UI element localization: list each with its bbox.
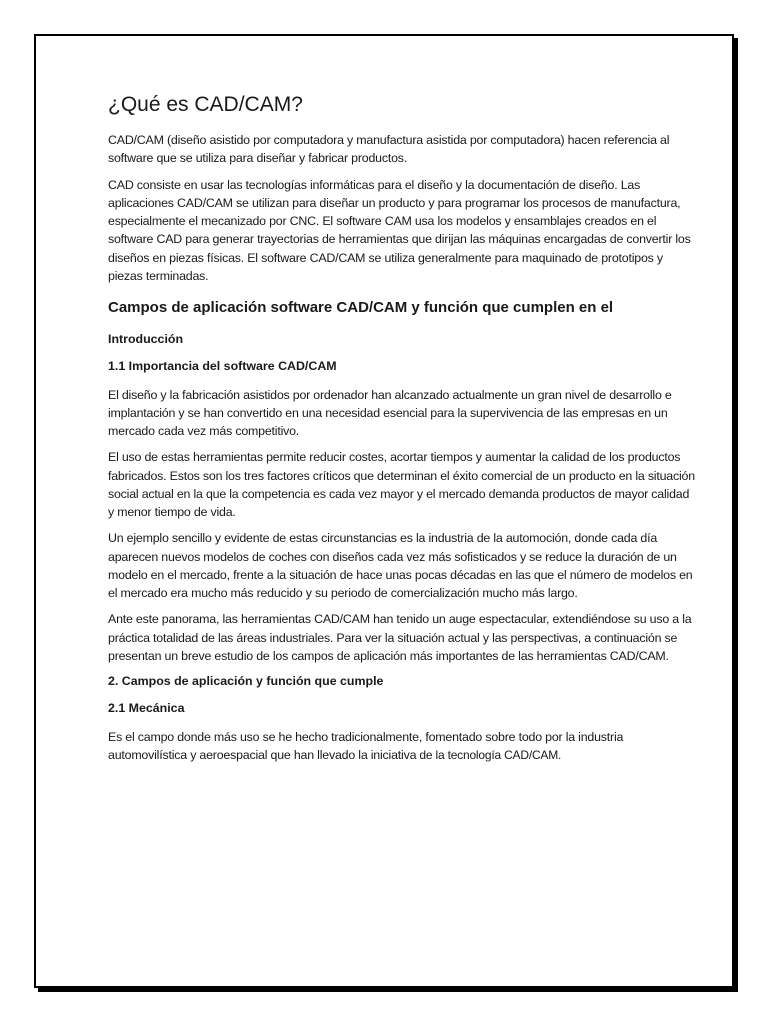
document-page bbox=[34, 34, 734, 988]
document-title: ¿Qué es CAD/CAM? bbox=[108, 93, 303, 116]
paragraph-2-1-main: Es el campo donde más uso se he hecho tradicionalmente, fomentado sobre todo por la industria automovilística y aeroespacial que han llevado la iniciativa bbox=[108, 729, 624, 763]
heading-2-1: 2.1 Mecánica bbox=[108, 701, 185, 716]
paragraph-2-1-tail: de la tecnología CAD/CAM. bbox=[416, 748, 562, 763]
section-title: Campos de aplicación software CAD/CAM y función que cumplen en el bbox=[108, 299, 614, 317]
paragraph-2-1 bbox=[108, 728, 698, 765]
heading-2: 2. Campos de aplicación y función que cumple bbox=[108, 674, 384, 689]
paragraph-1-1-b: El uso de estas herramientas permite reducir costes, acortar tiempos y aumentar la calidad de los productos fabricados. Estos son los tres factores críticos que determinan el éxito comercial de un producto en la situación social actual en la que la competencia es cada vez mayor y el mercado demanda productos de mayor calidad y menor tiempo de vida. bbox=[108, 450, 695, 520]
intro-paragraph-2: CAD consiste en usar las tecnologías informáticas para el diseño y la documentación de diseño. Las aplicaciones CAD/CAM se utilizan para diseñar un producto y para programar los procesos de manufactura, especialmente el mecanizado por CNC. El software CAM usa los modelos y ensamblajes creados en el software CAD para generar trayectorias de herramientas que dirijan las máquinas encargadas de convertir los diseños en piezas físicas. El software CAD/CAM se utiliza generalmente para maquinado de prototipos y piezas terminadas. bbox=[108, 177, 691, 283]
heading-1-1: 1.1 Importancia del software CAD/CAM bbox=[108, 359, 337, 374]
paragraph-1-1-a: El diseño y la fabricación asistidos por ordenador han alcanzado actualmente un gran nivel de desarrollo e implantación y se han convertido en una necesidad esencial para la supervivencia de las empresas en un mercado cada vez más competitivo. bbox=[108, 387, 672, 439]
paragraph-1-1-c: Un ejemplo sencillo y evidente de estas circunstancias es la industria de la automoción, donde cada día aparecen nuevos modelos de coches con diseños cada vez más sofisticados y se reduce la duración de un modelo en el mercado, frente a la situación de hace unas pocas décadas en las que el número de modelos en el mercado era mucho más reducido y su periodo de comercialización mucho más largo. bbox=[108, 531, 693, 601]
intro-paragraph-1: CAD/CAM (diseño asistido por computadora y manufactura asistida por computadora) hacen referencia al software que se utiliza para diseñar y fabricar productos. bbox=[108, 133, 670, 166]
introduccion-heading: Introducción bbox=[108, 332, 184, 347]
paragraph-1-1-d: Ante este panorama, las herramientas CAD/CAM han tenido un auge espectacular, extendiéndose su uso a la práctica totalidad de las áreas industriales. Para ver la situación actual y las perspectivas, a continuación se presentan un breve estudio de los campos de aplicación más importantes de las herramientas CAD/CAM. bbox=[108, 612, 692, 663]
document-content bbox=[108, 92, 698, 773]
